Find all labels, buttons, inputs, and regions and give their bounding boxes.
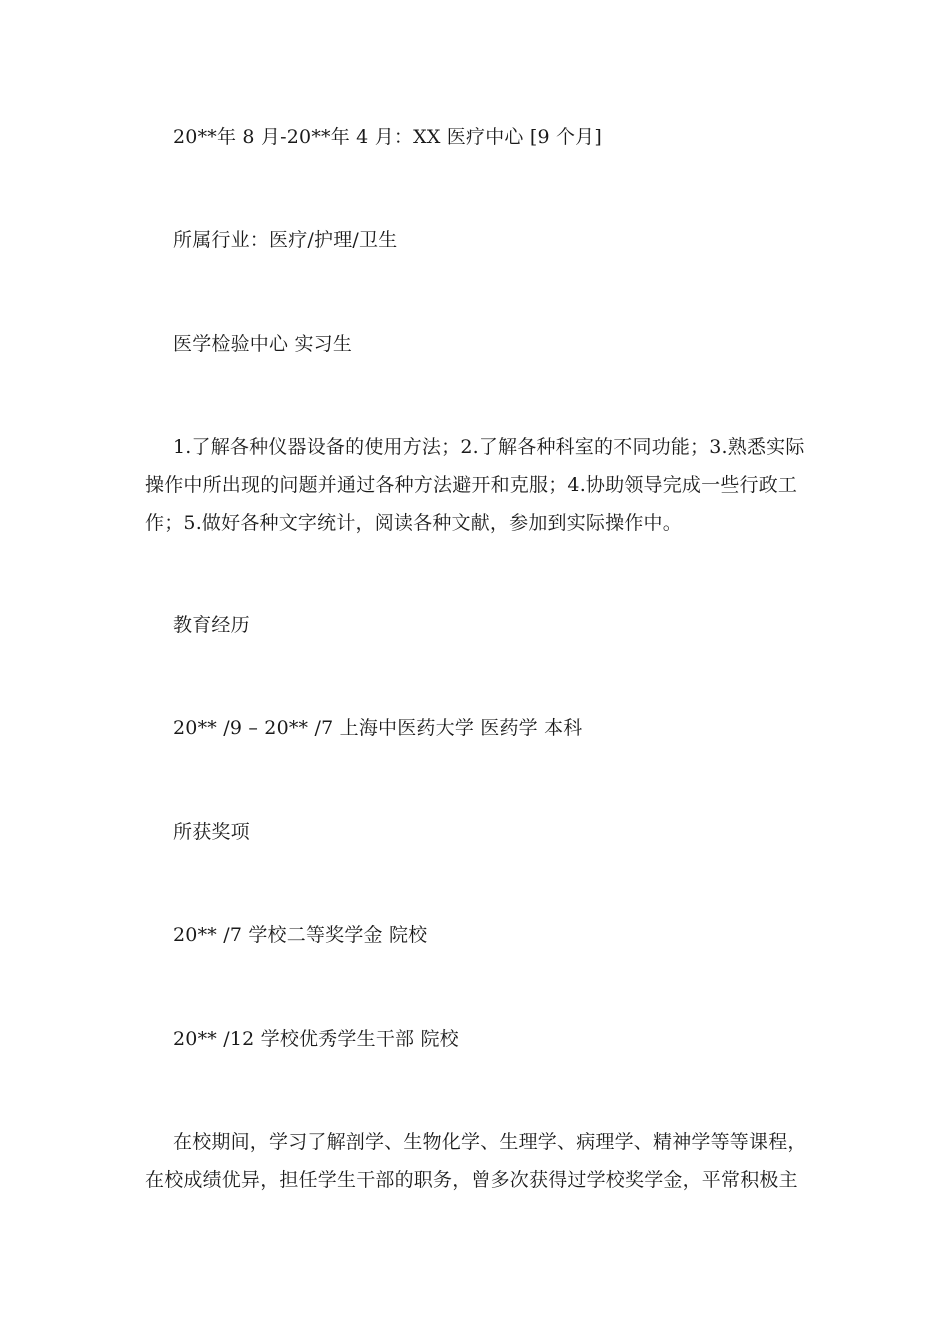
award-item-2: 20** /12 学校优秀学生干部 院校 — [173, 1028, 459, 1050]
position-title: 医学检验中心 实习生 — [173, 333, 353, 355]
duties-paragraph: 1.了解各种仪器设备的使用方法；2.了解各种科室的不同功能；3.熟悉实际操作中所出现的问题并通过各种方法避开和克服；4.协助领导完成一些行政工作；5.做好各种文字统计，阅读各种文献，参加到实际操作中。 — [145, 436, 805, 534]
education-heading: 教育经历 — [173, 614, 250, 636]
industry: 所属行业：医疗/护理/卫生 — [173, 229, 398, 251]
self-summary-paragraph: 在校期间，学习了解剖学、生物化学、生理学、病理学、精神学等等课程，在校成绩优异，担任学生干部的职务，曾多次获得过学校奖学金，平常积极主 — [145, 1131, 807, 1191]
award-item-1: 20** /7 学校二等奖学金 院校 — [173, 924, 428, 946]
education-entry: 20** /9 – 20** /7 上海中医药大学 医药学 本科 — [173, 717, 583, 739]
awards-heading: 所获奖项 — [173, 821, 250, 843]
work-period: 20**年 8 月-20**年 4 月：XX 医疗中心 [9 个月] — [173, 126, 602, 148]
